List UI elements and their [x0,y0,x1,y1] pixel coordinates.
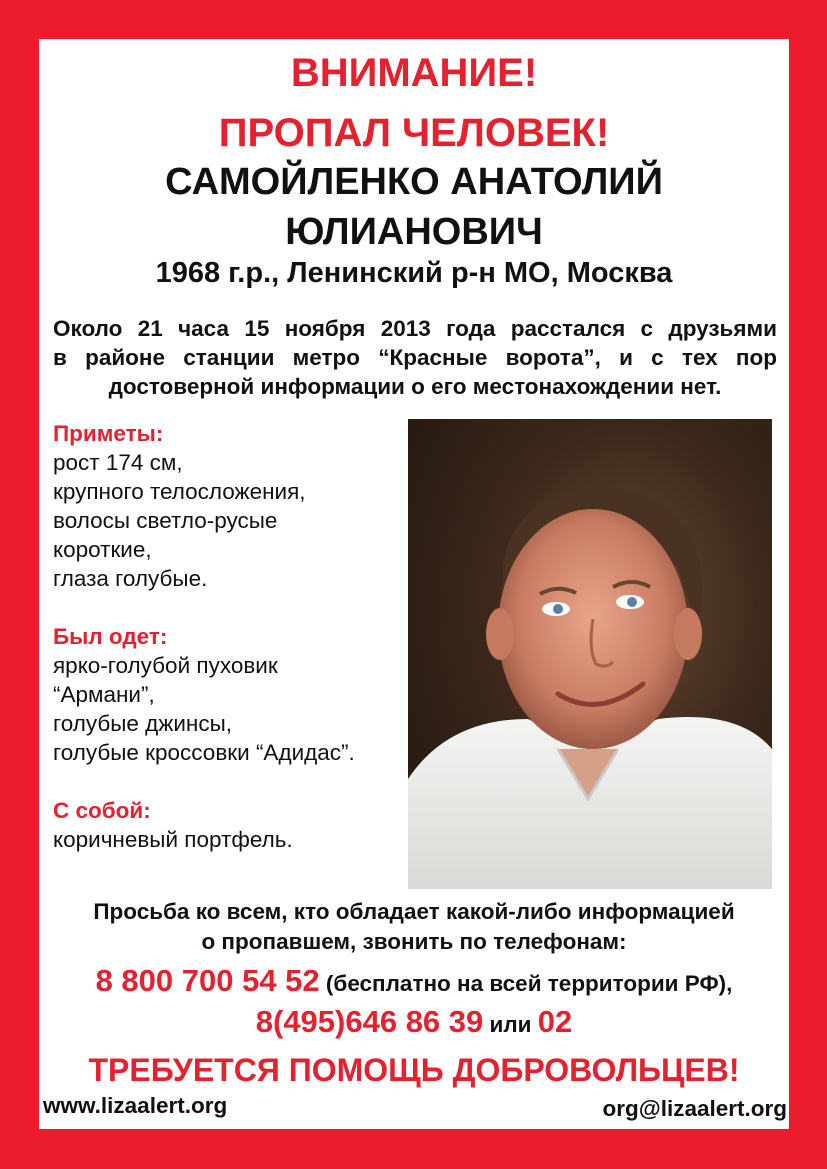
description-column [53,419,413,854]
portrait-illustration [408,419,772,889]
volunteers-call: ТРЕБУЕТСЯ ПОМОЩЬ ДОБРОВОЛЬЦЕВ! [88,1052,740,1088]
spacer [53,767,413,796]
phone-row-2 [39,1002,789,1045]
missing-person-photo [408,419,772,889]
email-link[interactable]: org@lizaalert.org [602,1096,787,1121]
moscow-phone[interactable]: 8(495)646 86 39 [255,1004,484,1039]
feature-item: глаза голубые. [53,566,208,591]
website-link[interactable]: www.lizaalert.org [43,1093,228,1118]
clothes-item: голубые кроссовки “Адидас”. [53,740,355,765]
feature-item: крупного телосложения, [53,479,306,504]
feature-item: волосы светло-русые [53,508,278,533]
police-phone[interactable]: 02 [537,1004,573,1039]
carry-item: коричневый портфель. [53,827,293,852]
spacer [53,593,413,622]
story-line: достоверной информации о его местонахождении нет. [108,374,722,399]
headline-missing: ПРОПАЛ ЧЕЛОВЕК! [218,111,610,155]
clothes-item: ярко-голубой пуховик [53,653,278,678]
story-paragraph [53,314,777,401]
features-title: Приметы: [53,421,164,446]
story-line: Около 21 часа 15 ноября 2013 года расстался с друзьями [53,316,777,341]
appeal-line: о пропавшем, звонить по телефонам: [201,929,627,954]
carry-title: С собой: [53,798,151,823]
person-name-line2: ЮЛИАНОВИЧ [285,211,543,253]
clothes-item: “Армани”, [53,682,155,707]
person-meta: 1968 г.р., Ленинский р-н МО, Москва [155,257,673,289]
headline-attention: ВНИМАНИЕ! [290,51,538,95]
hotline-phone[interactable]: 8 800 700 54 52 [95,963,320,998]
appeal-line: Просьба ко всем, кто обладает какой-либо информацией [93,899,735,924]
story-line: в районе станции метро “Красные ворота”, и с тех пор [53,345,777,370]
poster-sheet [39,39,789,1129]
person-name-line1: САМОЙЛЕНКО АНАТОЛИЙ [165,161,663,203]
clothes-title: Был одет: [53,624,168,649]
appeal-text [39,897,789,957]
hotline-note: (бесплатно на всей территории РФ), [319,971,733,996]
feature-item: рост 174 см, [53,450,183,475]
phone-row-1 [39,961,789,1004]
clothes-item: голубые джинсы, [53,711,233,736]
feature-item: короткие, [53,537,152,562]
phone-or: или [483,1012,538,1037]
